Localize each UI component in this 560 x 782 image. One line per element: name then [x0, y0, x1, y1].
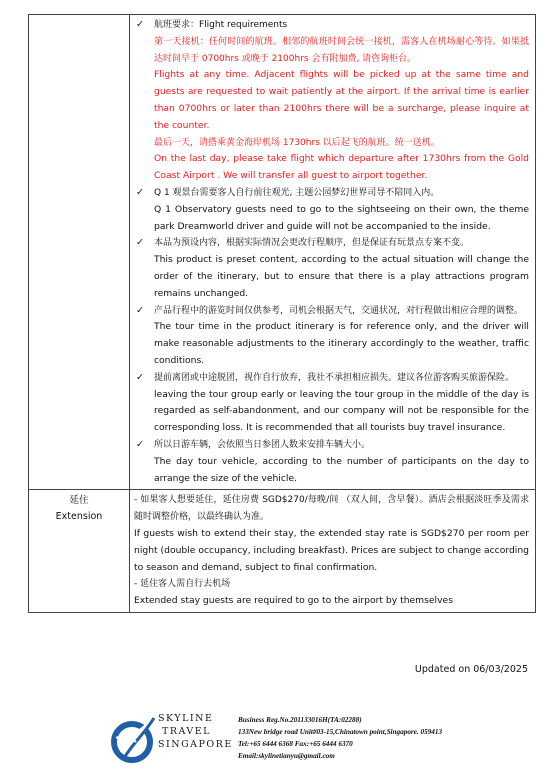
list-item-en: Q 1 Observatory guests need to go to the sightseeing on their own, the theme park Dreamworld driver and guide will not be accompanied to the inside. — [154, 203, 529, 232]
list-item — [134, 370, 529, 437]
notes-label-cell — [29, 15, 130, 490]
brand-line-1: SKYLINE — [158, 713, 214, 724]
departure-note-zh: 最后一天，请搭乘黄金海岸机场 1730hrs 以后起飞的航班。统一送机。 — [154, 137, 440, 148]
list-item — [134, 235, 529, 302]
notes-content-cell — [130, 15, 536, 490]
flight-requirements-item — [134, 17, 529, 185]
list-item-zh: 产品行程中的游览时间仅供参考，司机会根据天气，交通状况，对行程做出相应合理的调整。 — [154, 305, 524, 316]
arrival-note-zh: 第一天接机：任何时间的航班。相邻的航班时间会统一接机，需客人在机场耐心等待。如果抵达时间早于 0700hrs 或晚于 2100hrs 会有附加费, 请咨询柜台。 — [154, 36, 529, 64]
itinerary-notes-table — [28, 14, 536, 613]
arrival-note-en: Flights at any time. Adjacent flights will be picked up at the same time and guests are requested to wait patiently at the airport. If the arrival time is earlier than 0700hrs or later than 2100hrs there will be a surcharge, please inquire at the counter. — [154, 69, 529, 131]
notes-row — [29, 15, 536, 490]
list-item-zh: 所以日游车辆，会依照当日参团人数来安排车辆大小。 — [154, 439, 371, 450]
list-item-en: The tour time in the product itinerary is for reference only, and the driver will make reasonable adjustments to the itinerary accordingly to the weather, traffic conditions. — [154, 321, 529, 366]
flight-requirements-title: 航班要求：Flight requirements — [154, 20, 288, 30]
extension-line1-en: If guests wish to extend their stay, the extended stay rate is SGD$270 per room per night (double occupancy, including breakfast). Prices are subject to change according to season and demand, subject to final confirmation. — [134, 527, 529, 573]
list-item-zh: Q 1 观景台需要客人自行前往观光, 主题公园梦幻世界司导不陪同入内。 — [154, 187, 440, 198]
company-contact — [238, 714, 442, 762]
updated-date: Updated on 06/03/2025 — [414, 664, 528, 675]
extension-content-cell — [130, 490, 536, 613]
extension-label-en: Extension — [55, 511, 103, 523]
phone-fax: Tel:+65 6444 6368 Fax:+65 6444 6370 — [238, 740, 353, 748]
brand-line-2: TRAVEL — [162, 726, 211, 737]
extension-line1-zh: - 如果客人想要延住，延住房费 SGD$270/每晚/间 （双人间，含早餐）。酒店会根据淡旺季及需求随时调整价格，以最终确认为准。 — [134, 495, 529, 523]
checkmark-icon: ✓ — [136, 186, 144, 198]
list-item-zh: 提前离团或中途脱团，视作自行放弃，我社不承担相应损失。建议各位游客购买旅游保险。 — [154, 372, 515, 383]
list-item — [134, 185, 529, 235]
extension-line2-zh: - 延住客人需自行去机场 — [134, 579, 231, 590]
business-reg: Business Reg.No.201133016H(TA:02288) — [238, 716, 362, 724]
footer — [0, 700, 560, 782]
brand-name — [158, 712, 233, 751]
checkmark-icon: ✓ — [136, 304, 144, 316]
extension-label-zh: 延住 — [69, 495, 89, 507]
list-item — [134, 437, 529, 487]
checkmark-icon: ✓ — [136, 237, 144, 249]
company-address: 133New bridge road Unit#03-15,Chinatown point,Singapore. 059413 — [238, 728, 443, 736]
departure-note-en: On the last day, please take flight which departure after 1730hrs from the Gold Coast Airport . We will transfer all guest to airport together. — [154, 153, 529, 182]
list-item-en: leaving the tour group early or leaving the tour group in the middle of the day is regarded as self-abandonment, and our company will not be responsible for the corresponding loss. It is recommended that all tourists buy travel insurance. — [154, 388, 529, 434]
list-item — [134, 303, 529, 370]
brand-line-3: SINGAPORE — [158, 739, 233, 750]
list-item-zh: 本品为预设内容，根据实际情况会更改行程顺序，但是保证有玩景点专案不变。 — [154, 238, 470, 249]
list-item-en: The day tour vehicle, according to the number of participants on the day to arrange the size of the vehicle. — [154, 455, 529, 484]
company-email: Email:skylinetianyu@gmail.com — [238, 752, 335, 760]
checkmark-icon: ✓ — [136, 19, 144, 30]
extension-line2-en: Extended stay guests are required to go to the airport by themselves — [134, 595, 453, 607]
extension-row — [29, 490, 536, 613]
list-item-en: This product is preset content, according to the actual situation will change the order of the itinerary, but to ensure that there is a play attractions program remains unchanged. — [154, 254, 529, 299]
checkmark-icon: ✓ — [136, 371, 144, 383]
extension-label-cell — [29, 490, 130, 613]
checkmark-icon: ✓ — [136, 438, 144, 450]
